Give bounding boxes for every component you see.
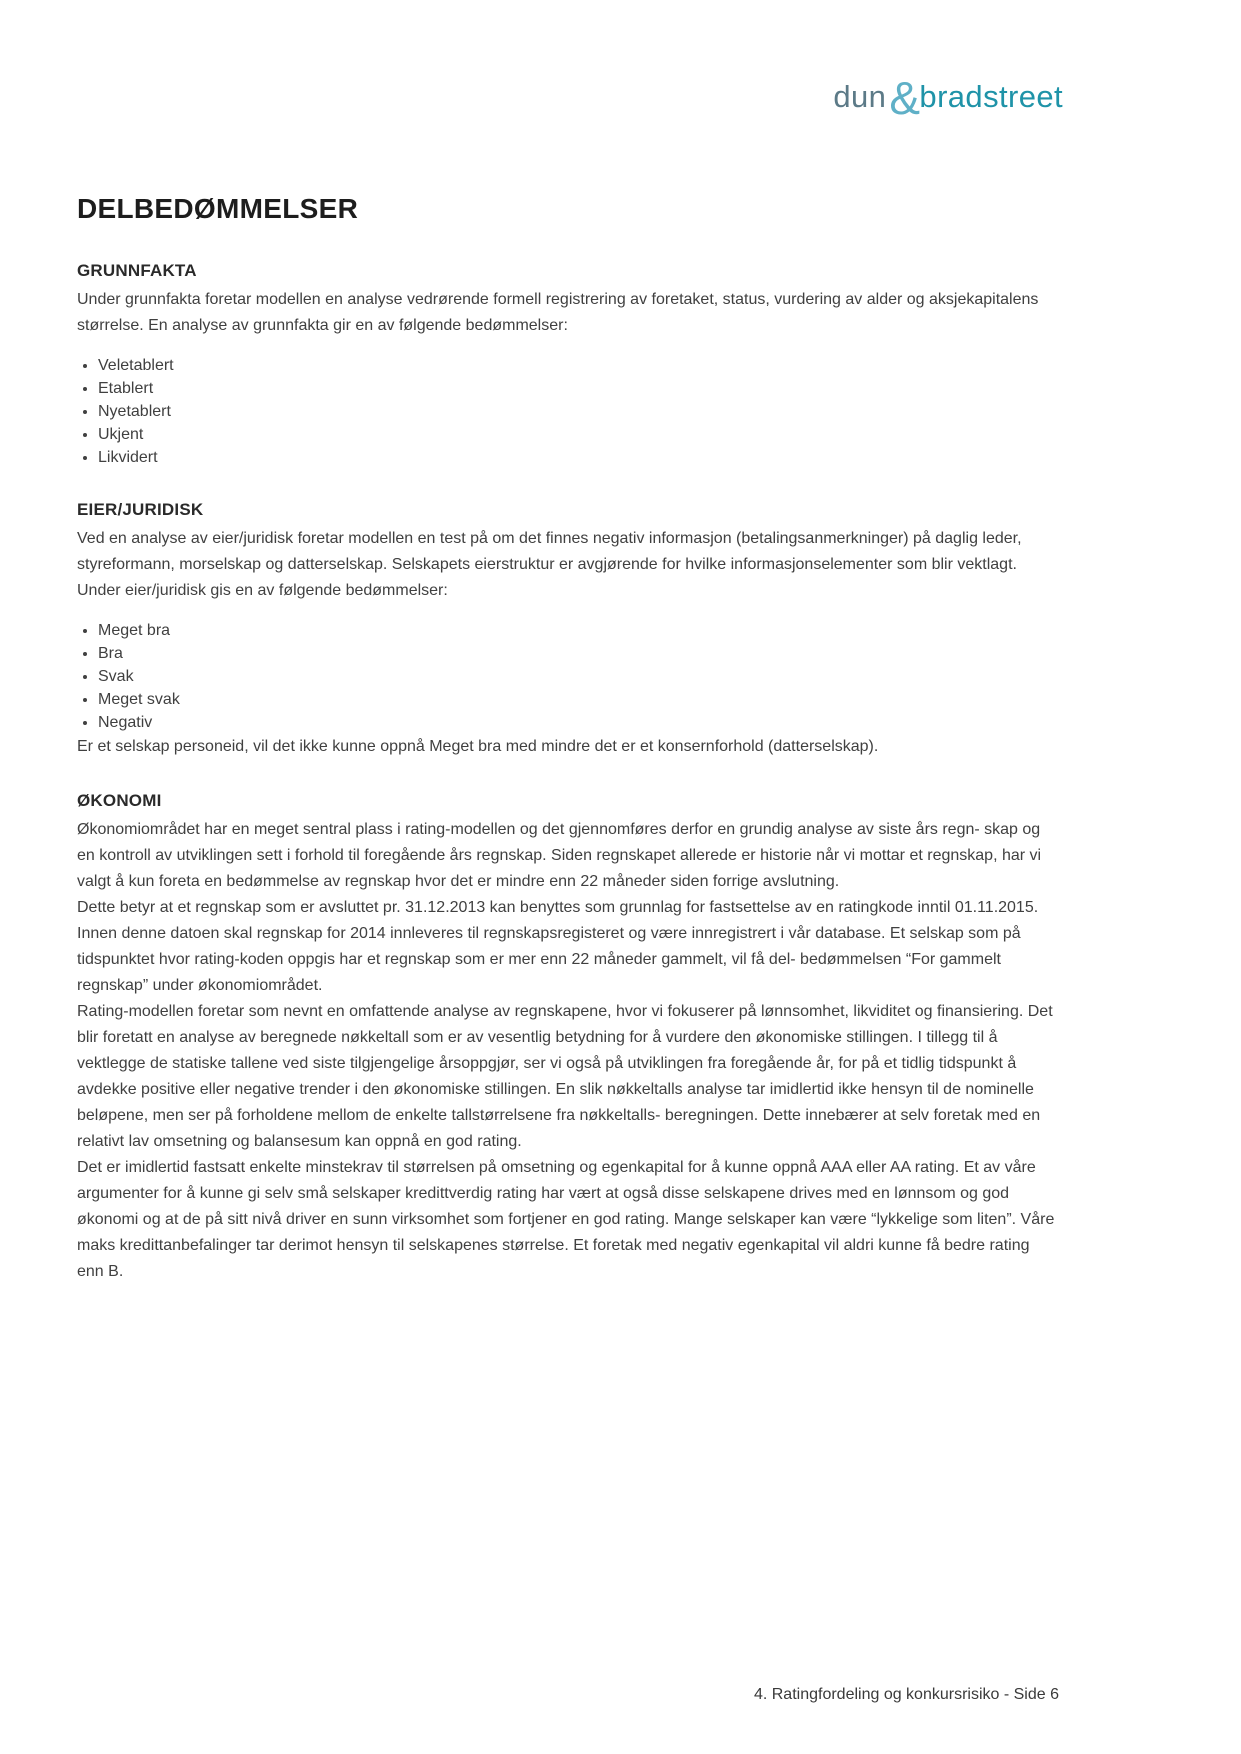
logo-text-dun: dun — [833, 79, 887, 114]
logo-ampersand-icon: & — [889, 72, 921, 124]
section-okonomi — [77, 791, 1059, 1285]
bullet-item: • Veletablert — [98, 354, 1059, 377]
page-title: DELBEDØMMELSER — [77, 193, 359, 224]
bullet-item: • Etablert — [98, 377, 1059, 400]
section-note: Er et selskap personeid, vil det ikke kunne oppnå Meget bra med mindre det er et konsernforhold (datterselskap). — [77, 738, 879, 755]
bullet-item: • Svak — [98, 665, 1059, 688]
bullet-list-eier-juridisk — [77, 619, 1059, 734]
section-heading-okonomi: ØKONOMI — [77, 791, 162, 810]
section-heading-eier-juridisk: EIER/JURIDISK — [77, 500, 204, 519]
bullet-item: • Meget bra — [98, 619, 1059, 642]
section-heading-grunnfakta: GRUNNFAKTA — [77, 261, 197, 280]
section-paragraph: Dette betyr at et regnskap som er avsluttet pr. 31.12.2013 kan benyttes som grunnlag for fastsettelse av en ratingkode inntil 01.11.2015. Innen denne datoen skal regnskap for 2014 innleveres til regnskapsregisteret og være innregistrert i vår database. Et selskap som på tidspunktet hvor rating-koden oppgis har et regnskap som er mer enn 22 måneder gammelt, vil få del- bedømmelsen “For gammelt regnskap” under økonomiområdet. — [77, 899, 1039, 994]
bullet-item: • Bra — [98, 642, 1059, 665]
bullet-list-grunnfakta — [77, 354, 1059, 469]
logo-text-bradstreet: bradstreet — [919, 79, 1063, 114]
section-paragraph: Det er imidlertid fastsatt enkelte minstekrav til størrelsen på omsetning og egenkapital for å kunne oppnå AAA eller AA rating. Et av våre argumenter for å kunne gi selv små selskaper kredittverdig rating har vært at også disse selskapene drives med en lønnsom og god økonomi og at de på sitt nivå driver en sunn virksomhet som fortjener en god rating. Mange selskaper kan være “lykkelige som liten”. Våre maks kredittanbefalinger tar derimot hensyn til selskapenes størrelse. Et foretak med negativ egenkapital vil aldri kunne få bedre rating enn B. — [77, 1159, 1055, 1280]
section-paragraph: Under grunnfakta foretar modellen en analyse vedrørende formell registrering av foretaket, status, vurdering av alder og aksjekapitalens størrelse. En analyse av grunnfakta gir en av følgende bedømmelser: — [77, 291, 1039, 334]
bullet-item: • Nyetablert — [98, 400, 1059, 423]
section-grunnfakta — [77, 261, 1059, 469]
bullet-item: • Ukjent — [98, 423, 1059, 446]
section-eier-juridisk — [77, 500, 1059, 760]
section-paragraph: Ved en analyse av eier/juridisk foretar modellen en test på om det finnes negativ informasjon (betalingsanmerkninger) på daglig leder, styreformann, morselskap og datterselskap. Selskapets eierstruktur er avgjørende for hvilke informasjonselementer som blir vektlagt. Under eier/juridisk gis en av følgende bedømmelser: — [77, 530, 1022, 599]
bullet-item: • Likvidert — [98, 446, 1059, 469]
section-paragraph: Rating-modellen foretar som nevnt en omfattende analyse av regnskapene, hvor vi fokuserer på lønnsomhet, likviditet og finansiering. Det blir foretatt en analyse av beregnede nøkkeltall som er av vesentlig betydning for å vurdere den økonomiske stillingen. I tillegg til å vektlegge de statiske tallene ved siste tilgjengelige årsoppgjør, ser vi også på utviklingen fra foregående år, for på et tidlig tidspunkt å avdekke positive eller negative trender i den økonomiske stillingen. En slik nøkkeltalls analyse tar imidlertid ikke hensyn til de nominelle beløpene, men ser på forholdene mellom de enkelte tallstørrelsene fra nøkkeltalls- beregningen. Dette innebærer at selv foretak med en relativt lav omsetning og balansesum kan oppnå en god rating. — [77, 1003, 1053, 1150]
bullet-item: • Negativ — [98, 711, 1059, 734]
page-footer: 4. Ratingfordeling og konkursrisiko - Side 6 — [753, 1686, 1059, 1703]
dnb-logo — [833, 68, 1063, 124]
section-paragraph: Økonomiområdet har en meget sentral plass i rating-modellen og det gjennomføres derfor en grundig analyse av siste års regn- skap og en kontroll av utviklingen sett i forhold til foregående års regnskap. Siden regnskapet allerede er historie når vi mottar et regnskap, har vi valgt å kun foreta en bedømmelse av regnskap hvor det er mindre enn 22 måneder siden forrige avslutning. — [77, 821, 1042, 890]
bullet-item: • Meget svak — [98, 688, 1059, 711]
